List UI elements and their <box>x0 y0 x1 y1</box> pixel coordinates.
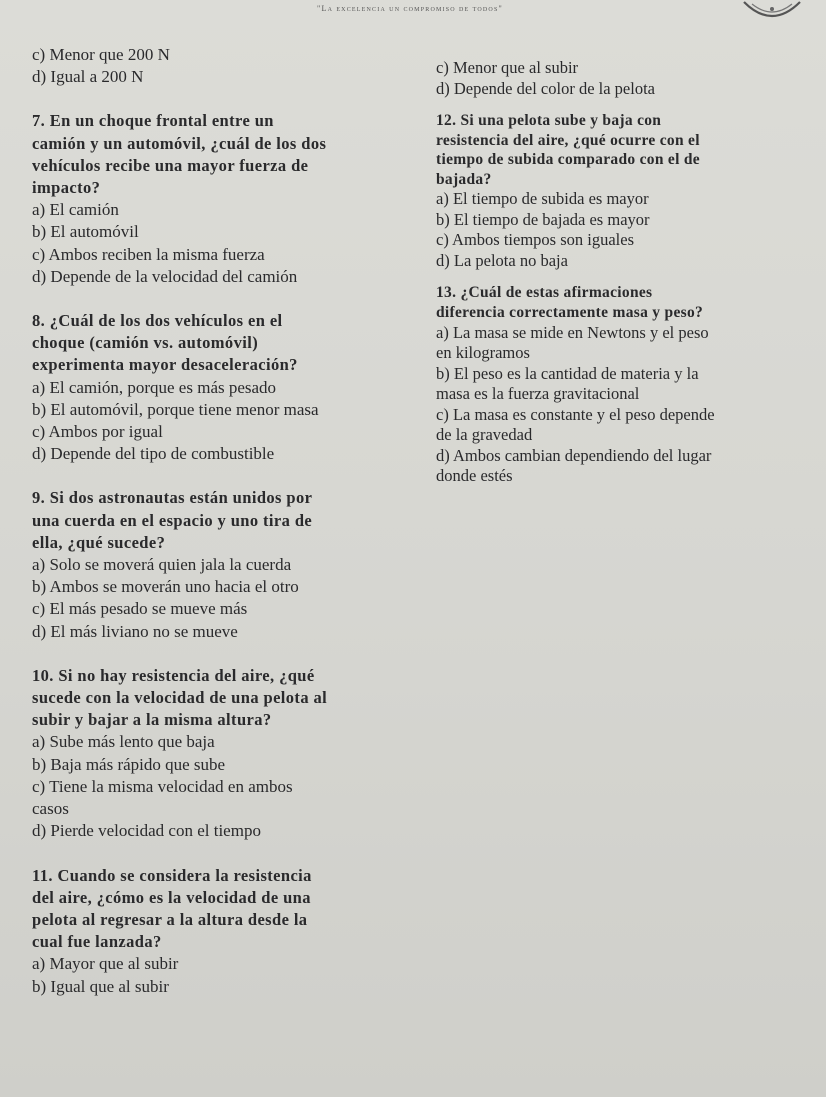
question-line: 13. ¿Cuál de estas afirmaciones <box>436 284 653 302</box>
question-line: 12. Si una pelota sube y baja con <box>436 112 662 129</box>
option-line: casos <box>32 799 69 819</box>
question-line: una cuerda en el espacio y uno tira de <box>32 510 313 530</box>
question-line: diferencia correctamente masa y peso? <box>436 303 704 321</box>
question-line: 8. ¿Cuál de los dos vehículos en el <box>32 311 283 331</box>
option-line: c) Menor que 200 N <box>32 45 170 64</box>
option-line: b) Baja más rápido que sube <box>32 754 226 774</box>
option-line: a) Mayor que al subir <box>32 954 179 974</box>
question-line: camión y un automóvil, ¿cuál de los dos <box>32 133 327 153</box>
option-line: b) El automóvil, porque tiene menor masa <box>32 399 319 419</box>
option-line: b) El tiempo de bajada es mayor <box>436 209 650 229</box>
option-line: c) Ambos reciben la misma fuerza <box>32 244 265 264</box>
option-line: c) El más pesado se mueve más <box>32 599 248 619</box>
option-line: b) El peso es la cantidad de materia y la <box>436 363 699 383</box>
question-line: pelota al regresar a la altura desde la <box>32 909 308 929</box>
question-line: sucede con la velocidad de una pelota al <box>32 688 328 708</box>
spacer <box>436 271 816 283</box>
option-line: b) Igual que al subir <box>32 976 169 996</box>
option-line: d) El más liviano no se mueve <box>32 621 238 641</box>
option-line: a) Sube más lento que baja <box>32 732 215 752</box>
option-line: b) El automóvil <box>32 222 139 242</box>
question-line: experimenta mayor desaceleración? <box>32 355 298 375</box>
option-line: a) El camión <box>32 200 119 220</box>
school-motto: "La excelencia un compromiso de todos" <box>317 4 503 13</box>
spacer <box>32 88 412 110</box>
option-line: c) La masa es constante y el peso depende <box>436 404 715 424</box>
question-line: resistencia del aire, ¿qué ocurre con el <box>436 131 700 149</box>
question-line: cual fue lanzada? <box>32 932 162 952</box>
question-line: impacto? <box>32 178 101 198</box>
question-line: del aire, ¿cómo es la velocidad de una <box>32 887 311 907</box>
option-line: d) Igual a 200 N <box>32 67 144 87</box>
option-line: a) El tiempo de subida es mayor <box>436 189 649 209</box>
spacer <box>32 465 412 487</box>
option-line: d) Depende del color de la pelota <box>436 78 655 98</box>
question-line: vehículos recibe una mayor fuerza de <box>32 155 309 175</box>
question-line: 10. Si no hay resistencia del aire, ¿qué <box>32 665 315 685</box>
option-line: c) Tiene la misma velocidad en ambos <box>32 776 293 796</box>
spacer <box>32 643 412 665</box>
spacer <box>32 843 412 865</box>
option-line: donde estés <box>436 466 513 486</box>
school-logo <box>742 0 802 26</box>
option-line: d) Pierde velocidad con el tiempo <box>32 821 261 841</box>
question-line: tiempo de subida comparado con el de <box>436 151 700 169</box>
option-line: de la gravedad <box>436 425 533 445</box>
option-line: en kilogramos <box>436 343 530 363</box>
option-line: d) Depende del tipo de combustible <box>32 444 275 464</box>
question-line: subir y bajar a la misma altura? <box>32 710 272 730</box>
option-line: a) La masa se mide en Newtons y el peso <box>436 322 709 342</box>
option-line: d) Depende de la velocidad del camión <box>32 266 298 286</box>
option-line: d) La pelota no baja <box>436 250 568 270</box>
option-line: masa es la fuerza gravitacional <box>436 384 640 404</box>
question-line: 9. Si dos astronautas están unidos por <box>32 488 313 508</box>
option-line: a) El camión, porque es más pesado <box>32 377 277 397</box>
option-line: b) Ambos se moverán uno hacia el otro <box>32 577 299 597</box>
question-line: bajada? <box>436 170 492 188</box>
option-line: c) Ambos por igual <box>32 422 163 442</box>
question-line: 7. En un choque frontal entre un <box>32 111 274 131</box>
spacer <box>436 99 816 111</box>
question-line: ella, ¿qué sucede? <box>32 532 166 552</box>
option-line: d) Ambos cambian dependiendo del lugar <box>436 445 712 465</box>
question-line: 11. Cuando se considera la resistencia <box>32 865 312 885</box>
option-line: c) Ambos tiempos son iguales <box>436 230 634 250</box>
spacer <box>32 288 412 310</box>
question-line: choque (camión vs. automóvil) <box>32 333 259 353</box>
left-column <box>32 44 412 998</box>
option-line: a) Solo se moverá quien jala la cuerda <box>32 555 292 575</box>
right-column <box>436 58 816 487</box>
option-line: c) Menor que al subir <box>436 58 579 77</box>
